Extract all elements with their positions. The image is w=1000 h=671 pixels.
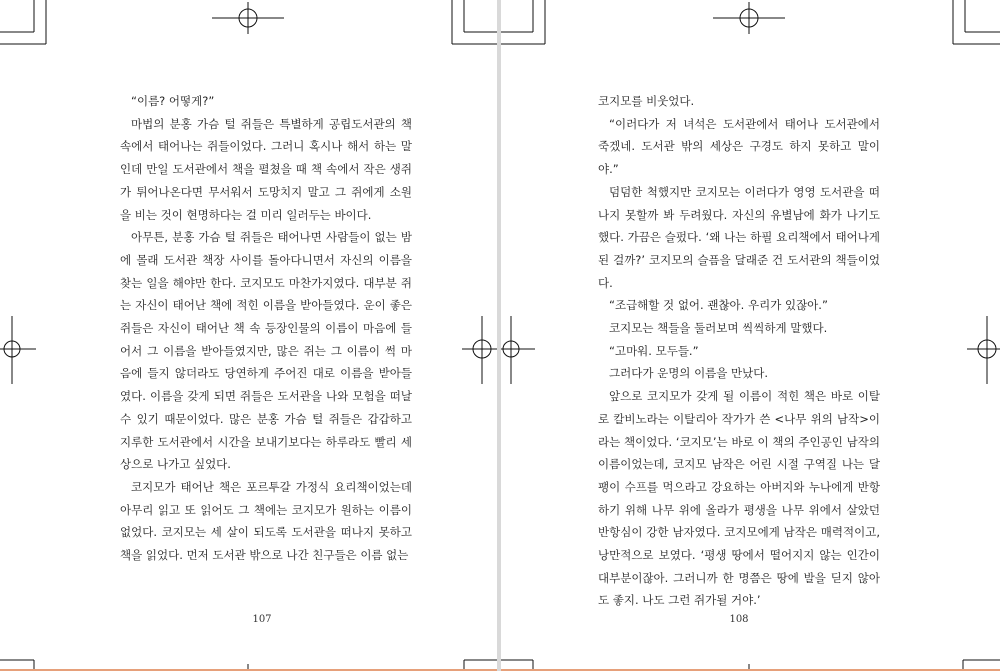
left-page bbox=[0, 0, 497, 671]
paragraph: “고마워. 모두들.” bbox=[609, 343, 699, 358]
right-page-body bbox=[598, 90, 880, 612]
right-page bbox=[501, 0, 1000, 671]
paragraph: 마법의 분홍 가슴 털 쥐들은 특별하게 공립도서관의 책 속에서 태어나는 쥐들이었다. 그러니 혹시나 해서 하는 말인데 만일 도서관에서 책을 펼쳤을 때 책 속에서 작은 생쥐가 튀어나온다면 무서워서 도망치지 말고 그 쥐에게 소원을 비는 것이 현명하다는 걸 미리 일러두는 바이다. bbox=[120, 116, 412, 222]
paragraph: 덤덤한 척했지만 코지모는 이러다가 영영 도서관을 떠나지 못할까 봐 두려웠다. 자신의 유별남에 화가 나기도 했다. 가끔은 슬펐다. ‘왜 나는 하필 요리책에서 태어나게 된 걸까?’ 코지모의 슬픔을 달래준 건 도서관의 책들이었다. bbox=[598, 184, 880, 290]
paragraph: 아무튼, 분홍 가슴 털 쥐들은 태어나면 사람들이 없는 밤에 몰래 도서관 책장 사이를 돌아다니면서 자신의 이름을 찾는 일을 해야만 한다. 코지모도 마찬가지였다. 대부분 쥐는 자신이 태어난 책에 적힌 이름을 받아들였다. 운이 좋은 쥐들은 자신이 태어난 책 속 등장인물의 이름이 마음에 들어서 그 이름을 받아들였지만, 많은 쥐는 그 이름이 썩 마음에 들지 않더라도 당연하게 주어진 대로 이름을 받아들였다. 이름을 갖게 되면 쥐들은 도서관을 나와 모험을 떠날 수 있기 때문이었다. 많은 분홍 가슴 털 쥐들은 갑갑하고 지루한 도서관에서 시간을 보내기보다는 하루라도 빨리 세상으로 나가고 싶었다. bbox=[120, 230, 412, 472]
page-number: 107 bbox=[252, 614, 272, 625]
paragraph: 코지모가 태어난 책은 포르투갈 가정식 요리책이었는데 아무리 읽고 또 읽어도 그 책에는 코지모가 원하는 이름이 없었다. 코지모는 세 살이 되도록 도서관을 떠나지 못하고 책을 읽었다. 먼저 도서관 밖으로 나간 친구들은 이름 없는 bbox=[120, 479, 412, 563]
paragraph: 코지모는 책들을 둘러보며 씩씩하게 말했다. bbox=[609, 321, 828, 336]
left-page-body bbox=[120, 90, 412, 567]
paragraph: “이름? 어떻게?” bbox=[131, 94, 215, 108]
paragraph: “조급해할 것 없어. 괜찮아. 우리가 있잖아.” bbox=[609, 298, 828, 313]
paragraph: “이러다가 저 녀석은 도서관에서 태어나 도서관에서 죽겠네. 도서관 밖의 세상은 구경도 하지 못하고 말이야.” bbox=[598, 116, 880, 177]
paragraph: 그러다가 운명의 이름을 만났다. bbox=[609, 366, 769, 381]
page-number: 108 bbox=[729, 614, 749, 625]
paragraph: 앞으로 코지모가 갖게 될 이름이 적힌 책은 바로 이탈로 칼비노라는 이탈리아 작가가 쓴 <나무 위의 남작>이라는 책이었다. ‘코지모’는 바로 이 책의 주인공인 남작의 이름이었는데, 코지모 남작은 어린 시절 구역질 나는 달팽이 수프를 먹으라고 강요하는 아버지와 누나에게 반항하기 위해 나무 위에 올라가 평생을 나무 위에서 살았던 반항심이 강한 남자였다. 코지모에게 남작은 매력적이고, 낭만적으로 보였다. ‘평생 땅에서 떨어지지 않는 인간이 대부분이잖아. 그러니까 한 명쯤은 땅에 발을 딛지 않아도 좋지. 나도 그런 쥐가될 거야.’ bbox=[598, 389, 880, 608]
paragraph: 코지모를 비웃었다. bbox=[598, 94, 695, 108]
